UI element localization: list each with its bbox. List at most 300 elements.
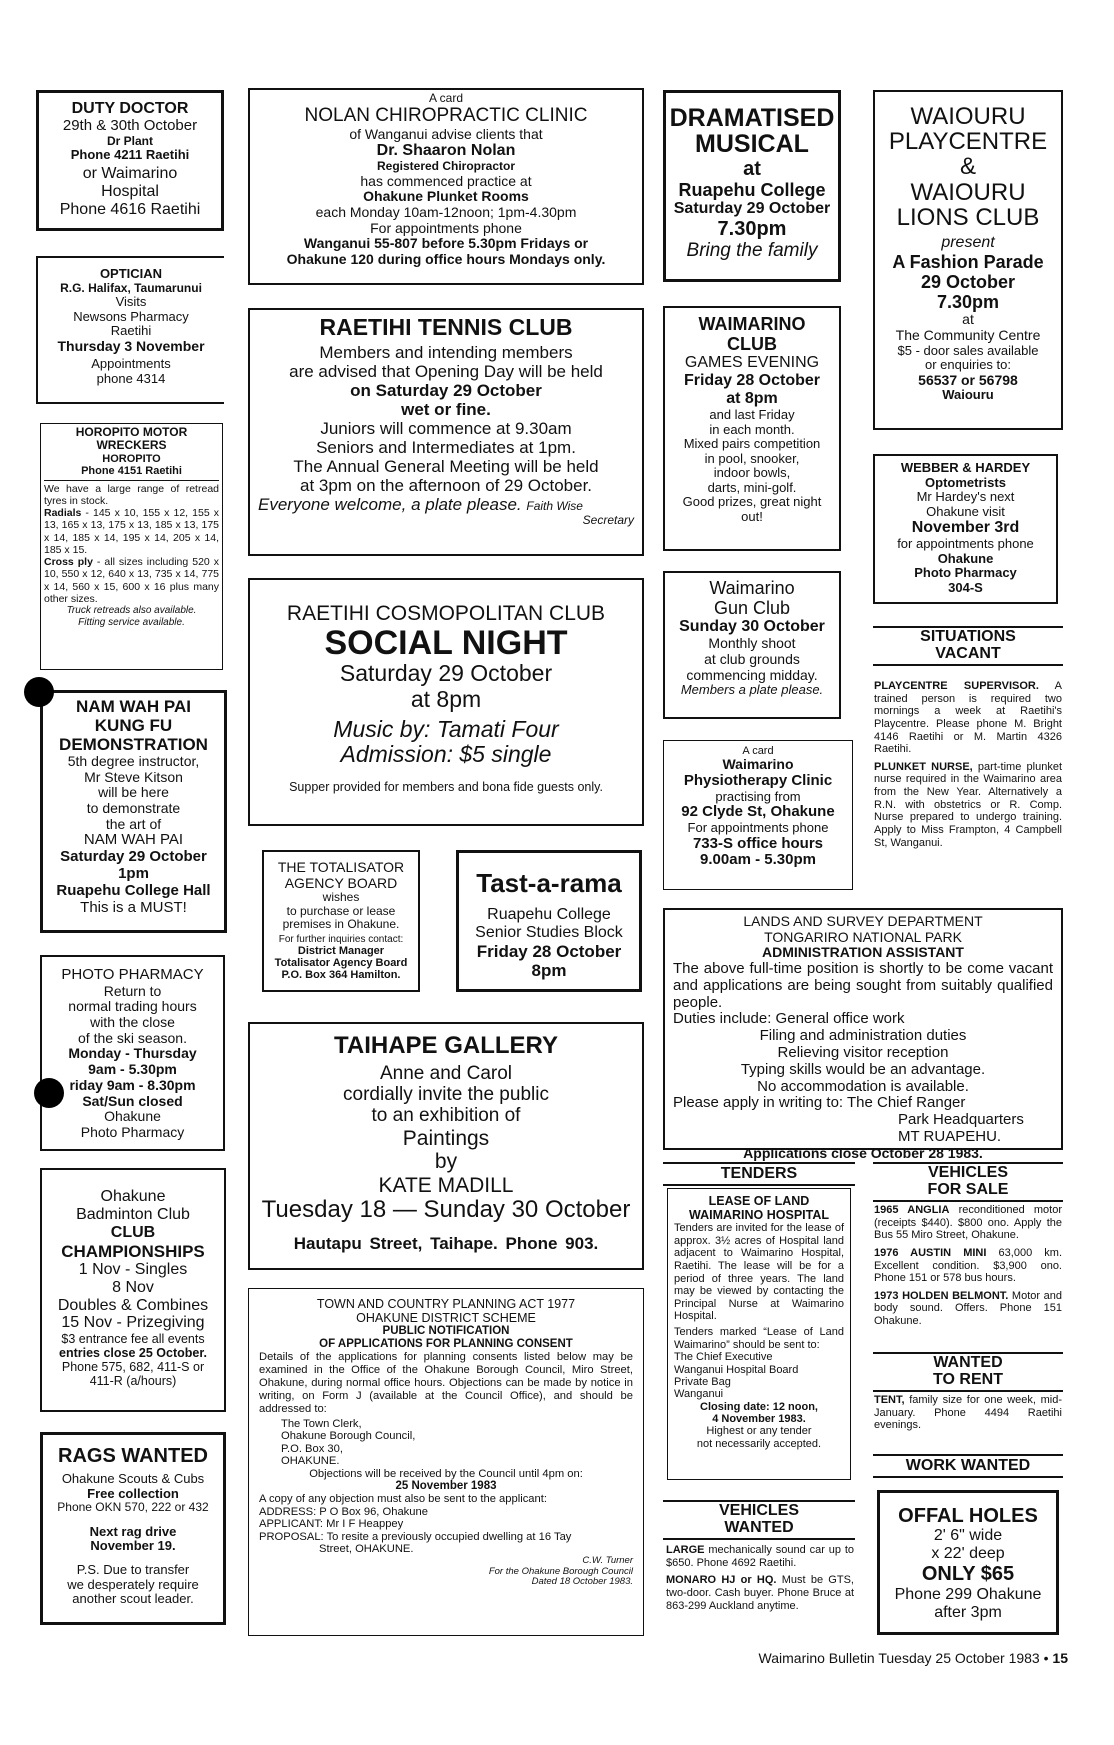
wanted-to-rent-ads	[874, 1394, 1062, 1437]
club-l2: CLUB	[727, 334, 777, 355]
nam-wah-l13: This is a MUST!	[80, 898, 187, 916]
vehicles-wanted-item-head: LARGE	[666, 1544, 705, 1556]
vehicles-sale-item-head: 1976 AUSTIN MINI	[874, 1246, 987, 1259]
physio-l5: 92 Clyde St, Ohakune	[681, 803, 835, 821]
vehicles-sale-h1: VEHICLES	[927, 1164, 1008, 1181]
tennis-l7: The Annual General Meeting will be held	[293, 456, 599, 476]
crossply-label: Cross ply	[44, 556, 93, 569]
optician-title: OPTICIAN	[99, 266, 163, 281]
tastarama-ad	[456, 850, 642, 992]
tenders-ad	[667, 1188, 851, 1480]
play-l1: WAIOURU	[910, 103, 1026, 130]
rags-wanted-ad	[40, 1432, 226, 1625]
nam-wah-l7: to demonstrate	[86, 800, 181, 817]
optician-name: R.G. Halifax, Taumarunui	[60, 280, 202, 295]
play-l2: PLAYCENTRE	[888, 128, 1048, 156]
play-l5: LIONS CLUB	[896, 203, 1040, 231]
situations-item-text: A trained person is required two mornings a week at Raetihi's Playcentre. Please phone M. Bright 4146 Raetihi or M. Martin 4326 Raetihi.	[874, 680, 1062, 756]
nam-wah-l2: KUNG FU	[94, 716, 173, 736]
planning-sig3: Dated 18 October 1983.	[531, 1576, 633, 1588]
photo-pharmacy-l7: 9am - 5.30pm	[88, 1061, 177, 1078]
physio-l8: 9.00am - 5.30pm	[700, 851, 816, 869]
wanted-rent-item	[874, 1394, 1062, 1432]
play-l14: 56537 or 56798	[918, 371, 1018, 388]
horopito-intro: We have a large range of retread tyres in stock.	[44, 482, 219, 507]
photo-pharmacy-ad	[40, 955, 225, 1151]
tastarama-l4: 8pm	[531, 960, 567, 980]
nam-wah-l3: DEMONSTRATION	[59, 735, 208, 755]
webber-l5: November 3rd	[911, 519, 1020, 537]
tenders-body2: Tenders marked “Lease of Land Waimarino” should be sent to:	[674, 1326, 844, 1351]
nolan-l9: For appointments phone	[370, 219, 522, 236]
tennis-l8: at 3pm on the afternoon of 29 October.	[299, 475, 593, 495]
club-l8: Mixed pairs competition	[683, 436, 821, 452]
rags-l8: another scout leader.	[72, 1591, 194, 1607]
planning-a4: OHAKUNE.	[281, 1455, 340, 1468]
planning-a1: The Town Clerk,	[281, 1417, 362, 1430]
tastarama-l3: Friday 28 October	[476, 941, 622, 961]
nam-wah-l9: NAM WAH PAI	[83, 831, 184, 849]
horopito-ad	[40, 423, 223, 670]
badminton-l7: Doubles & Combines	[57, 1296, 209, 1314]
tenders-a3: Private Bag	[674, 1376, 731, 1389]
gun-l4: Monthly shoot	[708, 635, 796, 652]
play-l7: A Fashion Parade	[892, 251, 1044, 272]
badminton-l1: Ohakune	[100, 1188, 166, 1205]
club-l3: GAMES EVENING	[684, 354, 820, 372]
tenders-t1: LEASE OF LAND	[708, 1194, 810, 1208]
play-l12: $5 - door sales available	[897, 342, 1039, 358]
photo-pharmacy-l1: PHOTO PHARMACY	[61, 966, 204, 983]
planning-l2: OHAKUNE DISTRICT SCHEME	[356, 1311, 536, 1325]
nolan-l4: Dr. Shaaron Nolan	[376, 142, 516, 160]
tab-l5: premises in Ohakune.	[282, 917, 400, 932]
waimarino-club-ad	[663, 306, 841, 551]
vehicles-wanted-item	[666, 1574, 854, 1612]
optician-l5: phone 4314	[96, 370, 166, 386]
tenders-c4: not necessarily accepted.	[696, 1437, 822, 1450]
photo-pharmacy-l8: riday 9am - 8.30pm	[69, 1076, 196, 1093]
vehicles-wanted-header	[663, 1500, 855, 1540]
physio-l3: Physiotherapy Clinic	[683, 771, 833, 789]
vehicles-sale-item-text: reconditioned motor (receipts $440). $800 ono. Apply the Bus 55 Miro Street, Ohakune.	[874, 1204, 1062, 1242]
badminton-l5: 1 Nov - Singles	[78, 1260, 188, 1278]
lands-d3: Relieving visitor reception	[777, 1044, 949, 1061]
tastarama-title: Tast-a-rama	[476, 868, 622, 898]
vehicles-wanted-item-text: Must be GTS, two-door. Cash buyer. Phone Bruce at 863-299 Auckland anytime.	[666, 1574, 854, 1612]
planning-a2: Ohakune Borough Council,	[281, 1430, 416, 1443]
nolan-l5: Registered Chiropractor	[376, 159, 516, 174]
vehicles-sale-h2: FOR SALE	[927, 1180, 1009, 1198]
webber-l6: for appointments phone	[897, 536, 1034, 552]
offal-l2: 2' 6" wide	[933, 1527, 1003, 1545]
play-l13: or enquiries to:	[925, 357, 1011, 373]
planning-l1: TOWN AND COUNTRY PLANNING ACT 1977	[316, 1297, 576, 1311]
physio-l4: practising from	[715, 788, 801, 804]
webber-l9: 304-S	[948, 579, 983, 595]
musical-l5: Saturday 29 October	[673, 200, 831, 218]
tenders-body: Tenders are invited for the lease of approx. 3½ acres of Hospital land adjacent to Waimarino Hospital, Raetihi. The lease will be for a period of three years. The land may be viewed by contacting the Principal Nurse at Waimarino Hospital.	[674, 1222, 844, 1323]
club-l1: WAIMARINO	[698, 314, 806, 334]
musical-l1: DRAMATISED	[669, 104, 835, 132]
planning-proposal2: Street, OHAKUNE.	[319, 1543, 414, 1556]
duty-doctor-or: or Waimarino	[82, 164, 178, 182]
gun-l2: Gun Club	[713, 598, 791, 619]
physio-l1: A card	[742, 745, 774, 757]
nolan-chiropractic-ad	[248, 88, 644, 285]
horopito-phone: Phone 4151 Raetihi	[81, 465, 182, 478]
vehicles-wanted-h1: VEHICLES	[718, 1502, 799, 1519]
physio-l6: For appointments phone	[687, 820, 829, 836]
planning-copy: A copy of any objection must also be sent to the applicant:	[259, 1493, 547, 1506]
photo-pharmacy-l9: Sat/Sun closed	[82, 1092, 183, 1109]
duty-doctor-name: Dr Plant	[106, 133, 153, 148]
wanted-rent-item-head: TENT,	[874, 1394, 905, 1406]
cosmo-l1: RAETIHI COSMOPOLITAN CLUB	[286, 602, 606, 625]
optician-date: Thursday 3 November	[57, 337, 205, 354]
webber-l7: Ohakune	[937, 550, 994, 566]
duty-doctor-title: DUTY DOCTOR	[71, 100, 189, 117]
cosmo-l6: Admission: $5 single	[340, 741, 552, 768]
webber-l4: Ohakune visit	[926, 503, 1005, 519]
nam-wah-l10: Saturday 29 October	[60, 848, 207, 866]
club-l13: out!	[741, 508, 763, 524]
tastarama-l2: Senior Studies Block	[475, 924, 623, 942]
wanted-rent-h2: TO RENT	[933, 1370, 1003, 1388]
cosmo-l4: at 8pm	[410, 685, 482, 712]
tastarama-l1: Ruapehu College	[487, 906, 611, 924]
tennis-club-ad	[248, 308, 644, 556]
rags-l2: Free collection	[87, 1485, 179, 1501]
tennis-l3: on Saturday 29 October	[350, 380, 542, 400]
badminton-l8: 15 Nov - Prizegiving	[61, 1314, 205, 1332]
club-l10: indoor bowls,	[713, 465, 791, 481]
tenders-a4: Wanganui	[674, 1388, 724, 1401]
rags-l4: Next rag drive	[89, 1523, 177, 1539]
tennis-l2: are advised that Opening Day will be held	[289, 361, 603, 381]
photo-pharmacy-l4: with the close	[90, 1014, 175, 1031]
waiouru-playcentre-ad	[873, 90, 1063, 430]
lands-close: Applications close October 28 1983.	[743, 1144, 983, 1161]
cosmo-l3: Saturday 29 October	[339, 660, 553, 687]
radials-label: Radials	[44, 507, 82, 520]
planning-date: 25 November 1983	[395, 1480, 497, 1493]
club-l9: in pool, snooker,	[704, 450, 800, 466]
nam-wah-l5: Mr Steve Kitson	[84, 768, 183, 785]
badminton-l4: CHAMPIONSHIPS	[61, 1241, 205, 1261]
horopito-crossply	[44, 556, 219, 605]
gallery-l6: KATE MADILL	[378, 1173, 514, 1197]
duty-doctor-hospital: Hospital	[101, 182, 159, 200]
play-l9: 7.30pm	[936, 292, 1000, 313]
planning-a3: P.O. Box 30,	[281, 1442, 343, 1455]
tab-l3: wishes	[322, 890, 360, 905]
offal-l4: ONLY $65	[921, 1563, 1015, 1586]
duty-doctor-phone2: Phone 4616 Raetihi	[59, 200, 201, 218]
lands-l2: TONGARIRO NATIONAL PARK	[764, 928, 962, 945]
tennis-l6: Seniors and Intermediates at 1pm.	[316, 437, 576, 457]
cosmo-l2: SOCIAL NIGHT	[324, 623, 568, 662]
club-l4: Friday 28 October	[683, 372, 821, 390]
tennis-sig1: Faith Wise	[526, 499, 583, 513]
lands-d4: Typing skills would be an advantage.	[740, 1060, 986, 1078]
tennis-welcome: Everyone welcome, a plate please.	[258, 495, 522, 514]
gallery-l5: by	[434, 1150, 458, 1174]
photo-pharmacy-l10: Ohakune	[104, 1108, 161, 1125]
club-l11: darts, mini-golf.	[707, 479, 797, 495]
tab-l8: Totalisator Agency Board	[274, 957, 408, 970]
tab-l9: P.O. Box 364 Hamilton.	[281, 969, 401, 982]
vehicles-sale-item	[874, 1247, 1062, 1285]
vehicles-sale-item-head: 1973 HOLDEN BELMONT.	[874, 1289, 1009, 1302]
rags-l7: we desperately require	[67, 1576, 199, 1592]
tennis-title: RAETIHI TENNIS CLUB	[319, 314, 573, 340]
situations-h1: SITUATIONS	[920, 628, 1016, 645]
planning-obj: Objections will be received by the Council until 4pm on:	[309, 1467, 583, 1480]
tenders-c1: Closing date: 12 noon,	[700, 1400, 818, 1413]
situations-vacant-header	[873, 626, 1063, 666]
offal-holes-ad	[877, 1490, 1059, 1635]
nolan-l3: of Wanganui advise clients that	[349, 125, 543, 142]
vehicles-sale-item	[874, 1290, 1062, 1328]
duty-doctor-ad	[36, 90, 224, 231]
nam-wah-l1: NAM WAH PAI	[76, 697, 191, 716]
vehicles-sale-item-head: 1965 ANGLIA	[874, 1204, 950, 1216]
page-footer: Waimarino Bulletin Tuesday 25 October 1983 • 15	[758, 1650, 1068, 1666]
gun-l1: Waimarino	[709, 578, 795, 598]
tab-l6: For further inquiries contact:	[278, 933, 404, 945]
horopito-truck: Truck retreads also available.	[66, 605, 197, 617]
play-l8: 29 October	[920, 272, 1016, 292]
musical-l2: MUSICAL	[695, 130, 809, 159]
rags-title: RAGS WANTED	[58, 1445, 208, 1467]
tenders-a1: The Chief Executive	[674, 1351, 773, 1364]
offal-l6: after 3pm	[934, 1603, 1002, 1621]
rags-l5: November 19.	[90, 1538, 176, 1554]
taihape-gallery-ad	[248, 1022, 644, 1270]
duty-doctor-phone: Phone 4211 Raetihi	[70, 147, 190, 163]
webber-l8: Photo Pharmacy	[914, 565, 1017, 581]
club-l6: and last Friday	[709, 407, 795, 423]
play-l4: WAIOURU	[910, 178, 1026, 206]
nam-wah-l6: will be here	[98, 784, 169, 801]
cosmo-l5: Music by: Tamati Four	[333, 715, 559, 742]
nolan-l2: NOLAN CHIROPRACTIC CLINIC	[304, 105, 588, 127]
play-l15: Waiouru	[942, 387, 994, 403]
planning-applicant: APPLICANT: Mr I F Heappey	[259, 1518, 404, 1531]
musical-l3: at	[743, 157, 761, 180]
situations-item-head: PLAYCENTRE SUPERVISOR.	[874, 680, 1039, 692]
photo-pharmacy-l6: Monday - Thursday	[68, 1045, 197, 1062]
planning-sig1: C.W. Turner	[582, 1555, 633, 1567]
planning-notice-ad	[248, 1288, 644, 1636]
webber-hardey-ad	[873, 454, 1058, 604]
vehicles-for-sale-ads	[874, 1204, 1062, 1333]
tennis-l1: Members and intending members	[319, 342, 573, 362]
vehicles-for-sale-header	[873, 1162, 1063, 1202]
lands-l1: LANDS AND SURVEY DEPARTMENT	[743, 913, 983, 929]
planning-sig2: For the Ohakune Borough Council	[488, 1565, 633, 1577]
nolan-l10: Wanganui 55-807 before 5.30pm Fridays or	[303, 235, 589, 252]
club-l12: Good prizes, great night	[682, 494, 822, 510]
optician-l1: Visits	[115, 293, 147, 309]
vehicles-wanted-h2: WANTED	[724, 1518, 794, 1536]
lands-d5: No accommodation is available.	[757, 1077, 969, 1095]
tab-l4: to purchase or lease	[286, 903, 396, 918]
gun-club-ad	[663, 571, 841, 719]
gallery-l1: Anne and Carol	[379, 1062, 513, 1084]
play-l6: present	[941, 233, 995, 251]
nam-wah-ad	[40, 690, 227, 933]
play-l10: at	[962, 311, 974, 328]
tenders-header: TENDERS	[663, 1162, 855, 1186]
tennis-l5: Juniors will commence at 9.30am	[320, 418, 572, 438]
crossply-sizes: - all sizes including 520 x 10, 550 x 12, 640 x 13, 735 x 14, 775 x 14, 560 x 15, 600 x 16 plus many other sizes.	[44, 556, 219, 606]
tennis-sig2: Secretary	[582, 513, 634, 528]
badminton-l11: Phone 575, 682, 411-S or	[61, 1360, 205, 1375]
musical-l6: 7.30pm	[717, 217, 787, 240]
badminton-ad	[40, 1168, 226, 1412]
nolan-l1: A card	[428, 91, 464, 105]
gun-l3: Sunday 30 October	[679, 618, 825, 636]
dramatised-musical-ad	[663, 90, 841, 282]
lands-body: The above full-time position is shortly to be come vacant and applications are being sought from suitably qualified people.	[673, 960, 1053, 1011]
tenders-c3: Highest or any tender	[706, 1425, 812, 1438]
situations-h2: VACANT	[935, 644, 1001, 662]
vehicles-wanted-item	[666, 1544, 854, 1569]
divider	[44, 480, 219, 481]
optician-l2: Newsons Pharmacy	[73, 308, 189, 324]
lands-d6: Please apply in writing to: The Chief Ranger	[673, 1094, 966, 1112]
planning-l4: OF APPLICATIONS FOR PLANNING CONSENT	[319, 1337, 573, 1350]
ink-spot	[34, 1078, 64, 1108]
optician-l3: Raetihi	[110, 323, 152, 339]
horopito-title: HOROPITO MOTOR WRECKERS	[75, 425, 188, 453]
totalisator-ad	[262, 850, 420, 992]
gallery-l2: cordially invite the public	[343, 1084, 549, 1106]
gallery-l7: Tuesday 18 — Sunday 30 October	[261, 1196, 631, 1224]
lands-d7: Park Headquarters	[898, 1111, 1024, 1129]
page-number: 15	[1052, 1650, 1068, 1666]
lands-l3: ADMINISTRATION ASSISTANT	[762, 944, 964, 961]
ink-spot	[24, 677, 54, 707]
work-wanted-header: WORK WANTED	[873, 1454, 1063, 1478]
gallery-title: TAIHAPE GALLERY	[333, 1032, 558, 1059]
tenders-c2: 4 November 1983.	[712, 1412, 806, 1425]
nolan-l11: Ohakune 120 during office hours Mondays only.	[286, 251, 606, 268]
rags-l6: P.S. Due to transfer	[76, 1562, 190, 1578]
gun-l5: at club grounds	[704, 650, 800, 667]
tennis-l4: wet or fine.	[401, 399, 491, 419]
musical-l7: Bring the family	[686, 240, 818, 262]
webber-l3: Mr Hardey's next	[916, 489, 1015, 505]
club-l5: at 8pm	[726, 390, 778, 408]
tab-l7: District Manager	[297, 944, 385, 957]
nolan-l8: each Monday 10am-12noon; 1pm-4.30pm	[315, 204, 577, 221]
situations-item	[874, 761, 1062, 849]
planning-l3: PUBLIC NOTIFICATION	[382, 1325, 510, 1337]
tenders-a2: Wanganui Hospital Board	[674, 1363, 799, 1376]
duty-doctor-dates: 29th & 30th October	[62, 116, 198, 134]
nolan-l6: has commenced practice at	[360, 172, 532, 189]
vehicles-sale-item	[874, 1204, 1062, 1242]
photo-pharmacy-l5: of the ski season.	[78, 1029, 187, 1046]
nam-wah-l12: Ruapehu College Hall	[56, 881, 211, 899]
badminton-l3: CLUB	[110, 1223, 156, 1241]
rags-l3: Phone OKN 570, 222 or 432	[57, 1500, 209, 1515]
photo-pharmacy-l3: normal trading hours	[68, 998, 197, 1015]
photo-pharmacy-l2: Return to	[103, 982, 162, 999]
vehicles-wanted-item-head: MONARO HJ or HQ.	[666, 1574, 777, 1587]
wanted-to-rent-header	[873, 1352, 1063, 1392]
lands-survey-ad	[663, 908, 1063, 1161]
offal-l3: x 22' deep	[931, 1545, 1005, 1563]
badminton-l9: $3 entrance fee all events	[61, 1332, 205, 1347]
optician-l4: Appointments	[91, 356, 171, 372]
rags-l1: Ohakune Scouts & Cubs	[61, 1471, 205, 1487]
lands-d1: Duties include: General office work	[673, 1010, 905, 1028]
vehicles-wanted-ads	[666, 1544, 854, 1617]
badminton-l6: 8 Nov	[112, 1278, 154, 1296]
cosmopolitan-club-ad	[248, 578, 644, 826]
footer-text: Waimarino Bulletin Tuesday 25 October 1983	[758, 1650, 1040, 1666]
badminton-l10: entries close 25 October.	[59, 1346, 207, 1361]
physio-l7: 733-S office hours	[692, 834, 824, 852]
planning-address: ADDRESS: P O Box 96, Ohakune	[259, 1505, 428, 1518]
horopito-radials	[44, 507, 219, 556]
offal-l1: OFFAL HOLES	[898, 1505, 1038, 1527]
lands-d8: MT RUAPEHU.	[898, 1127, 1002, 1145]
horopito-fitting: Fitting service available.	[78, 616, 185, 628]
cosmo-l7: Supper provided for members and bona fide guests only.	[289, 780, 603, 795]
situations-vacant-ads	[874, 680, 1062, 854]
situations-item	[874, 680, 1062, 756]
optician-ad	[36, 256, 224, 404]
radials-sizes: - 145 x 10, 155 x 12, 155 x 13, 165 x 13, 175 x 13, 185 x 13, 175 x 14, 185 x 14, 195 x 14, 205 x 14, 185 x 15.	[44, 507, 219, 556]
play-l3: &	[959, 153, 976, 181]
badminton-l12: 411-R (a/hours)	[89, 1374, 177, 1389]
physio-l2: Waimarino	[722, 756, 794, 773]
nam-wah-l4: 5th degree instructor,	[67, 753, 200, 770]
photo-pharmacy-l11: Photo Pharmacy	[80, 1123, 185, 1140]
gallery-l8: Hautapu Street, Taihape. Phone 903.	[293, 1234, 599, 1254]
gallery-l3: to an exhibition of	[371, 1105, 521, 1127]
planning-body: Details of the applications for planning consents listed below may be examined in the Office of the Ohakune Borough Council, Miro Street, Ohakune, during normal office hours. Objections can be made by notice in writing, on Form J (available at the Council Office), and should be addressed to:	[259, 1350, 633, 1415]
gun-l6: commencing midday.	[686, 666, 818, 683]
webber-l2: Optometrists	[925, 474, 1006, 490]
wanted-rent-item-text: family size for one week, mid-January. Phone 4494 Raetihi evenings.	[874, 1394, 1062, 1432]
horopito-place: HOROPITO	[102, 452, 161, 465]
vehicles-wanted-item-text: mechanically sound car up to $650. Phone 4692 Raetihi.	[666, 1544, 854, 1569]
vehicles-sale-item-text: Motor and body sound. Offers. Phone 151 Ohakune.	[874, 1289, 1062, 1328]
musical-l4: Ruapehu College	[678, 179, 826, 200]
tab-l2: AGENCY BOARD	[284, 874, 398, 891]
vehicles-sale-item-text: 63,000 km. Excellent condition. $3,900 ono. Phone 151 or 578 bus hours.	[874, 1246, 1062, 1285]
tenders-t2: WAIMARINO HOSPITAL	[688, 1208, 830, 1222]
wanted-rent-h1: WANTED	[933, 1354, 1003, 1371]
tab-l1: THE TOTALISATOR	[277, 859, 405, 875]
gun-l7: Members a plate please.	[680, 682, 824, 698]
situations-item-head: PLUNKET NURSE,	[874, 760, 973, 773]
club-l7: in each month.	[709, 421, 795, 437]
nam-wah-l8: the art of	[105, 815, 162, 832]
tennis-l9	[258, 495, 634, 514]
gallery-l4: Paintings	[402, 1126, 490, 1150]
nolan-l7: Ohakune Plunket Rooms	[363, 188, 529, 205]
webber-l1: WEBBER & HARDEY	[900, 460, 1031, 475]
lands-d2: Filing and administration duties	[759, 1027, 967, 1045]
offal-l5: Phone 299 Ohakune	[894, 1585, 1042, 1603]
